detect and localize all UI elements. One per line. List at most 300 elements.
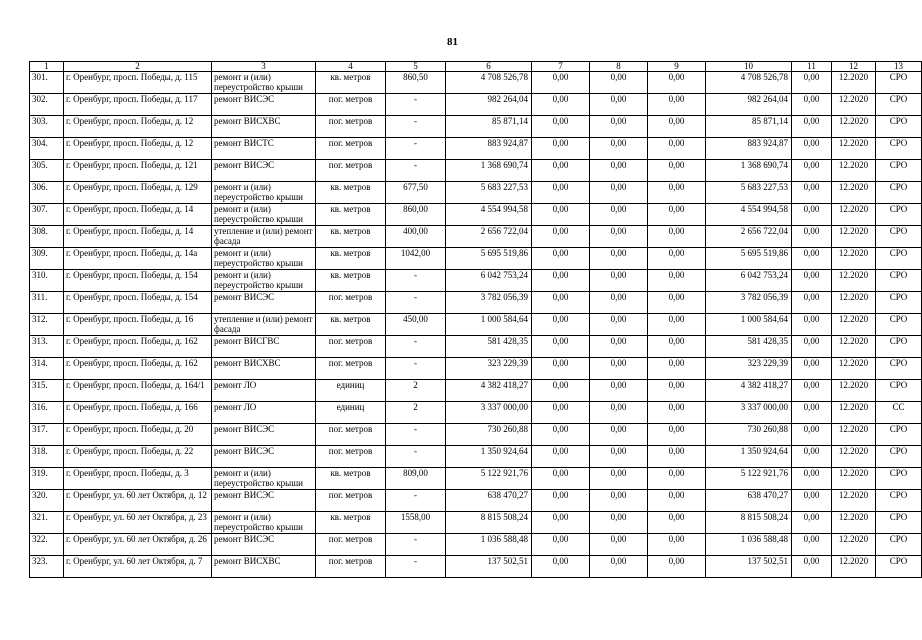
table-row	[30, 204, 922, 226]
volume-cell: -	[386, 292, 446, 314]
cost-col7-cell: 0,00	[532, 336, 590, 358]
cost-col9-cell: 0,00	[648, 72, 706, 94]
volume-cell: 2	[386, 402, 446, 424]
funding-method-cell: СРО	[876, 270, 922, 292]
cost-col8-cell: 0,00	[590, 314, 648, 336]
work-type-cell: ремонт ЛО	[212, 380, 316, 402]
completion-date-cell: 12.2020	[832, 160, 876, 182]
column-header: 1	[30, 62, 64, 72]
funding-method-cell: СРО	[876, 160, 922, 182]
volume-cell: 400,00	[386, 226, 446, 248]
owner-funds-cell: 5 122 921,76	[706, 468, 792, 490]
address-cell: г. Оренбург, просп. Победы, д. 162	[64, 358, 212, 380]
cost-col11-cell: 0,00	[792, 380, 832, 402]
completion-date-cell: 12.2020	[832, 358, 876, 380]
address-cell: г. Оренбург, просп. Победы, д. 12	[64, 138, 212, 160]
cost-col11-cell: 0,00	[792, 292, 832, 314]
row-number-cell: 320.	[30, 490, 64, 512]
total-cost-cell: 4 382 418,27	[446, 380, 532, 402]
cost-col11-cell: 0,00	[792, 94, 832, 116]
total-cost-cell: 5 683 227,53	[446, 182, 532, 204]
column-header: 5	[386, 62, 446, 72]
cost-col7-cell: 0,00	[532, 446, 590, 468]
address-cell: г. Оренбург, просп. Победы, д. 115	[64, 72, 212, 94]
owner-funds-cell: 1 000 584,64	[706, 314, 792, 336]
cost-col11-cell: 0,00	[792, 446, 832, 468]
address-cell: г. Оренбург, ул. 60 лет Октября, д. 7	[64, 556, 212, 578]
total-cost-cell: 883 924,87	[446, 138, 532, 160]
address-cell: г. Оренбург, ул. 60 лет Октября, д. 23	[64, 512, 212, 534]
cost-col9-cell: 0,00	[648, 336, 706, 358]
address-cell: г. Оренбург, просп. Победы, д. 162	[64, 336, 212, 358]
table-row	[30, 94, 922, 116]
unit-cell: пог. метров	[316, 358, 386, 380]
volume-cell: -	[386, 446, 446, 468]
unit-cell: единиц	[316, 380, 386, 402]
row-number-cell: 318.	[30, 446, 64, 468]
cost-col8-cell: 0,00	[590, 512, 648, 534]
work-type-cell: ремонт ВИСЭС	[212, 490, 316, 512]
table-row	[30, 446, 922, 468]
cost-col8-cell: 0,00	[590, 270, 648, 292]
work-type-cell: ремонт ВИСХВС	[212, 556, 316, 578]
cost-col11-cell: 0,00	[792, 534, 832, 556]
cost-col7-cell: 0,00	[532, 468, 590, 490]
volume-cell: -	[386, 534, 446, 556]
completion-date-cell: 12.2020	[832, 490, 876, 512]
owner-funds-cell: 5 683 227,53	[706, 182, 792, 204]
completion-date-cell: 12.2020	[832, 94, 876, 116]
cost-col8-cell: 0,00	[590, 446, 648, 468]
completion-date-cell: 12.2020	[832, 116, 876, 138]
total-cost-cell: 6 042 753,24	[446, 270, 532, 292]
unit-cell: кв. метров	[316, 248, 386, 270]
volume-cell: 1042,00	[386, 248, 446, 270]
cost-col8-cell: 0,00	[590, 380, 648, 402]
owner-funds-cell: 85 871,14	[706, 116, 792, 138]
table-header	[30, 62, 922, 72]
unit-cell: кв. метров	[316, 182, 386, 204]
total-cost-cell: 1 036 588,48	[446, 534, 532, 556]
cost-col8-cell: 0,00	[590, 226, 648, 248]
cost-col8-cell: 0,00	[590, 72, 648, 94]
volume-cell: -	[386, 490, 446, 512]
owner-funds-cell: 581 428,35	[706, 336, 792, 358]
cost-col8-cell: 0,00	[590, 116, 648, 138]
total-cost-cell: 323 229,39	[446, 358, 532, 380]
cost-col9-cell: 0,00	[648, 446, 706, 468]
column-header: 12	[832, 62, 876, 72]
cost-col11-cell: 0,00	[792, 490, 832, 512]
completion-date-cell: 12.2020	[832, 468, 876, 490]
row-number-cell: 313.	[30, 336, 64, 358]
funding-method-cell: СРО	[876, 94, 922, 116]
cost-col7-cell: 0,00	[532, 138, 590, 160]
cost-col11-cell: 0,00	[792, 358, 832, 380]
row-number-cell: 314.	[30, 358, 64, 380]
completion-date-cell: 12.2020	[832, 138, 876, 160]
completion-date-cell: 12.2020	[832, 72, 876, 94]
funding-method-cell: СРО	[876, 512, 922, 534]
column-header: 8	[590, 62, 648, 72]
cost-col7-cell: 0,00	[532, 556, 590, 578]
work-type-cell: ремонт ВИСЭС	[212, 160, 316, 182]
owner-funds-cell: 982 264,04	[706, 94, 792, 116]
cost-col11-cell: 0,00	[792, 226, 832, 248]
cost-col11-cell: 0,00	[792, 160, 832, 182]
cost-col7-cell: 0,00	[532, 204, 590, 226]
volume-cell: 2	[386, 380, 446, 402]
column-header: 9	[648, 62, 706, 72]
row-number-cell: 308.	[30, 226, 64, 248]
table-row	[30, 424, 922, 446]
cost-col8-cell: 0,00	[590, 160, 648, 182]
cost-col11-cell: 0,00	[792, 512, 832, 534]
owner-funds-cell: 730 260,88	[706, 424, 792, 446]
owner-funds-cell: 3 337 000,00	[706, 402, 792, 424]
work-type-cell: утепление и (или) ремонт фасада	[212, 314, 316, 336]
work-type-cell: ремонт ВИСЭС	[212, 534, 316, 556]
row-number-cell: 304.	[30, 138, 64, 160]
owner-funds-cell: 8 815 508,24	[706, 512, 792, 534]
cost-col11-cell: 0,00	[792, 314, 832, 336]
cost-col7-cell: 0,00	[532, 182, 590, 204]
column-header: 13	[876, 62, 922, 72]
cost-col7-cell: 0,00	[532, 116, 590, 138]
cost-col11-cell: 0,00	[792, 138, 832, 160]
address-cell: г. Оренбург, просп. Победы, д. 129	[64, 182, 212, 204]
completion-date-cell: 12.2020	[832, 556, 876, 578]
table-row	[30, 226, 922, 248]
work-type-cell: ремонт ВИСГВС	[212, 336, 316, 358]
unit-cell: кв. метров	[316, 204, 386, 226]
table-row	[30, 314, 922, 336]
work-type-cell: ремонт ВИСЭС	[212, 292, 316, 314]
table-row	[30, 292, 922, 314]
work-type-cell: ремонт ВИСЭС	[212, 424, 316, 446]
funding-method-cell: СС	[876, 402, 922, 424]
completion-date-cell: 12.2020	[832, 424, 876, 446]
cost-col7-cell: 0,00	[532, 490, 590, 512]
address-cell: г. Оренбург, просп. Победы, д. 12	[64, 116, 212, 138]
funding-method-cell: СРО	[876, 336, 922, 358]
table-row	[30, 534, 922, 556]
cost-col7-cell: 0,00	[532, 72, 590, 94]
cost-col9-cell: 0,00	[648, 380, 706, 402]
volume-cell: 860,00	[386, 204, 446, 226]
cost-col8-cell: 0,00	[590, 94, 648, 116]
cost-col8-cell: 0,00	[590, 182, 648, 204]
address-cell: г. Оренбург, просп. Победы, д. 154	[64, 270, 212, 292]
completion-date-cell: 12.2020	[832, 292, 876, 314]
unit-cell: кв. метров	[316, 468, 386, 490]
cost-col11-cell: 0,00	[792, 116, 832, 138]
cost-col8-cell: 0,00	[590, 424, 648, 446]
page-number: 81	[447, 36, 458, 48]
row-number-cell: 312.	[30, 314, 64, 336]
cost-col8-cell: 0,00	[590, 490, 648, 512]
owner-funds-cell: 4 554 994,58	[706, 204, 792, 226]
address-cell: г. Оренбург, просп. Победы, д. 14	[64, 226, 212, 248]
cost-col11-cell: 0,00	[792, 270, 832, 292]
completion-date-cell: 12.2020	[832, 182, 876, 204]
unit-cell: пог. метров	[316, 490, 386, 512]
header-row	[30, 62, 922, 72]
funding-method-cell: СРО	[876, 446, 922, 468]
completion-date-cell: 12.2020	[832, 226, 876, 248]
owner-funds-cell: 883 924,87	[706, 138, 792, 160]
cost-col8-cell: 0,00	[590, 138, 648, 160]
cost-col8-cell: 0,00	[590, 292, 648, 314]
address-cell: г. Оренбург, ул. 60 лет Октября, д. 12	[64, 490, 212, 512]
address-cell: г. Оренбург, просп. Победы, д. 14	[64, 204, 212, 226]
unit-cell: пог. метров	[316, 556, 386, 578]
row-number-cell: 310.	[30, 270, 64, 292]
total-cost-cell: 982 264,04	[446, 94, 532, 116]
total-cost-cell: 1 000 584,64	[446, 314, 532, 336]
unit-cell: кв. метров	[316, 270, 386, 292]
column-header: 10	[706, 62, 792, 72]
address-cell: г. Оренбург, просп. Победы, д. 14а	[64, 248, 212, 270]
cost-col9-cell: 0,00	[648, 424, 706, 446]
volume-cell: -	[386, 556, 446, 578]
cost-col9-cell: 0,00	[648, 204, 706, 226]
owner-funds-cell: 4 382 418,27	[706, 380, 792, 402]
column-header: 11	[792, 62, 832, 72]
cost-col9-cell: 0,00	[648, 270, 706, 292]
address-cell: г. Оренбург, просп. Победы, д. 20	[64, 424, 212, 446]
cost-col7-cell: 0,00	[532, 226, 590, 248]
work-type-cell: ремонт и (или) переустройство крыши	[212, 204, 316, 226]
funding-method-cell: СРО	[876, 490, 922, 512]
funding-method-cell: СРО	[876, 468, 922, 490]
funding-method-cell: СРО	[876, 138, 922, 160]
cost-col11-cell: 0,00	[792, 402, 832, 424]
row-number-cell: 301.	[30, 72, 64, 94]
total-cost-cell: 5 122 921,76	[446, 468, 532, 490]
cost-col8-cell: 0,00	[590, 204, 648, 226]
unit-cell: кв. метров	[316, 72, 386, 94]
volume-cell: -	[386, 138, 446, 160]
volume-cell: -	[386, 94, 446, 116]
cost-col9-cell: 0,00	[648, 402, 706, 424]
volume-cell: 1558,00	[386, 512, 446, 534]
cost-col8-cell: 0,00	[590, 402, 648, 424]
completion-date-cell: 12.2020	[832, 380, 876, 402]
table-row	[30, 160, 922, 182]
completion-date-cell: 12.2020	[832, 204, 876, 226]
row-number-cell: 316.	[30, 402, 64, 424]
volume-cell: -	[386, 336, 446, 358]
address-cell: г. Оренбург, просп. Победы, д. 117	[64, 94, 212, 116]
funding-method-cell: СРО	[876, 116, 922, 138]
cost-col7-cell: 0,00	[532, 270, 590, 292]
funding-method-cell: СРО	[876, 358, 922, 380]
cost-col7-cell: 0,00	[532, 94, 590, 116]
cost-col11-cell: 0,00	[792, 556, 832, 578]
address-cell: г. Оренбург, просп. Победы, д. 121	[64, 160, 212, 182]
completion-date-cell: 12.2020	[832, 248, 876, 270]
work-type-cell: утепление и (или) ремонт фасада	[212, 226, 316, 248]
total-cost-cell: 3 782 056,39	[446, 292, 532, 314]
total-cost-cell: 2 656 722,04	[446, 226, 532, 248]
work-type-cell: ремонт ВИСХВС	[212, 358, 316, 380]
total-cost-cell: 5 695 519,86	[446, 248, 532, 270]
table-body	[30, 72, 922, 578]
completion-date-cell: 12.2020	[832, 402, 876, 424]
address-cell: г. Оренбург, просп. Победы, д. 3	[64, 468, 212, 490]
cost-col11-cell: 0,00	[792, 72, 832, 94]
table-row	[30, 512, 922, 534]
column-header: 4	[316, 62, 386, 72]
cost-col7-cell: 0,00	[532, 160, 590, 182]
cost-col7-cell: 0,00	[532, 402, 590, 424]
completion-date-cell: 12.2020	[832, 336, 876, 358]
cost-col11-cell: 0,00	[792, 204, 832, 226]
funding-method-cell: СРО	[876, 424, 922, 446]
volume-cell: 677,50	[386, 182, 446, 204]
total-cost-cell: 730 260,88	[446, 424, 532, 446]
cost-col8-cell: 0,00	[590, 358, 648, 380]
address-cell: г. Оренбург, просп. Победы, д. 154	[64, 292, 212, 314]
row-number-cell: 317.	[30, 424, 64, 446]
row-number-cell: 319.	[30, 468, 64, 490]
total-cost-cell: 638 470,27	[446, 490, 532, 512]
owner-funds-cell: 638 470,27	[706, 490, 792, 512]
owner-funds-cell: 4 708 526,78	[706, 72, 792, 94]
work-type-cell: ремонт ВИСЭС	[212, 94, 316, 116]
cost-col8-cell: 0,00	[590, 468, 648, 490]
cost-col7-cell: 0,00	[532, 424, 590, 446]
cost-col7-cell: 0,00	[532, 292, 590, 314]
cost-col9-cell: 0,00	[648, 248, 706, 270]
completion-date-cell: 12.2020	[832, 270, 876, 292]
funding-method-cell: СРО	[876, 72, 922, 94]
cost-col8-cell: 0,00	[590, 556, 648, 578]
cost-col7-cell: 0,00	[532, 358, 590, 380]
cost-col9-cell: 0,00	[648, 556, 706, 578]
volume-cell: -	[386, 160, 446, 182]
column-header: 3	[212, 62, 316, 72]
work-type-cell: ремонт и (или) переустройство крыши	[212, 468, 316, 490]
address-cell: г. Оренбург, просп. Победы, д. 22	[64, 446, 212, 468]
unit-cell: пог. метров	[316, 446, 386, 468]
row-number-cell: 305.	[30, 160, 64, 182]
unit-cell: пог. метров	[316, 160, 386, 182]
cost-col9-cell: 0,00	[648, 314, 706, 336]
cost-col11-cell: 0,00	[792, 248, 832, 270]
table-row	[30, 468, 922, 490]
table-row	[30, 336, 922, 358]
cost-col11-cell: 0,00	[792, 182, 832, 204]
row-number-cell: 306.	[30, 182, 64, 204]
cost-col7-cell: 0,00	[532, 512, 590, 534]
volume-cell: -	[386, 270, 446, 292]
funding-method-cell: СРО	[876, 534, 922, 556]
cost-col9-cell: 0,00	[648, 94, 706, 116]
volume-cell: 809,00	[386, 468, 446, 490]
column-header: 2	[64, 62, 212, 72]
cost-col9-cell: 0,00	[648, 116, 706, 138]
table-row	[30, 182, 922, 204]
table-row	[30, 116, 922, 138]
funding-method-cell: СРО	[876, 182, 922, 204]
table-row	[30, 402, 922, 424]
owner-funds-cell: 1 350 924,64	[706, 446, 792, 468]
cost-col9-cell: 0,00	[648, 512, 706, 534]
row-number-cell: 309.	[30, 248, 64, 270]
cost-col8-cell: 0,00	[590, 248, 648, 270]
cost-col7-cell: 0,00	[532, 380, 590, 402]
work-type-cell: ремонт ВИСТС	[212, 138, 316, 160]
work-type-cell: ремонт ВИСХВС	[212, 116, 316, 138]
funding-method-cell: СРО	[876, 292, 922, 314]
table-container	[29, 61, 922, 578]
row-number-cell: 321.	[30, 512, 64, 534]
completion-date-cell: 12.2020	[832, 534, 876, 556]
volume-cell: -	[386, 116, 446, 138]
owner-funds-cell: 323 229,39	[706, 358, 792, 380]
cost-col9-cell: 0,00	[648, 534, 706, 556]
funding-method-cell: СРО	[876, 556, 922, 578]
owner-funds-cell: 1 036 588,48	[706, 534, 792, 556]
completion-date-cell: 12.2020	[832, 512, 876, 534]
row-number-cell: 307.	[30, 204, 64, 226]
cost-col7-cell: 0,00	[532, 314, 590, 336]
cost-col9-cell: 0,00	[648, 468, 706, 490]
cost-col9-cell: 0,00	[648, 160, 706, 182]
funding-method-cell: СРО	[876, 314, 922, 336]
unit-cell: кв. метров	[316, 226, 386, 248]
total-cost-cell: 581 428,35	[446, 336, 532, 358]
work-type-cell: ремонт и (или) переустройство крыши	[212, 182, 316, 204]
owner-funds-cell: 5 695 519,86	[706, 248, 792, 270]
cost-col9-cell: 0,00	[648, 226, 706, 248]
owner-funds-cell: 6 042 753,24	[706, 270, 792, 292]
completion-date-cell: 12.2020	[832, 314, 876, 336]
address-cell: г. Оренбург, ул. 60 лет Октября, д. 26	[64, 534, 212, 556]
work-type-cell: ремонт ЛО	[212, 402, 316, 424]
table-row	[30, 270, 922, 292]
unit-cell: кв. метров	[316, 512, 386, 534]
volume-cell: -	[386, 358, 446, 380]
row-number-cell: 315.	[30, 380, 64, 402]
unit-cell: пог. метров	[316, 534, 386, 556]
funding-method-cell: СРО	[876, 248, 922, 270]
table-row	[30, 490, 922, 512]
capital-repair-table	[29, 61, 922, 578]
unit-cell: пог. метров	[316, 292, 386, 314]
cost-col9-cell: 0,00	[648, 490, 706, 512]
total-cost-cell: 4 554 994,58	[446, 204, 532, 226]
row-number-cell: 302.	[30, 94, 64, 116]
total-cost-cell: 85 871,14	[446, 116, 532, 138]
column-header: 6	[446, 62, 532, 72]
unit-cell: пог. метров	[316, 424, 386, 446]
cost-col9-cell: 0,00	[648, 138, 706, 160]
address-cell: г. Оренбург, просп. Победы, д. 16	[64, 314, 212, 336]
work-type-cell: ремонт и (или) переустройство крыши	[212, 72, 316, 94]
cost-col11-cell: 0,00	[792, 424, 832, 446]
address-cell: г. Оренбург, просп. Победы, д. 166	[64, 402, 212, 424]
table-row	[30, 248, 922, 270]
total-cost-cell: 1 368 690,74	[446, 160, 532, 182]
total-cost-cell: 8 815 508,24	[446, 512, 532, 534]
unit-cell: пог. метров	[316, 94, 386, 116]
volume-cell: 860,50	[386, 72, 446, 94]
completion-date-cell: 12.2020	[832, 446, 876, 468]
table-row	[30, 380, 922, 402]
